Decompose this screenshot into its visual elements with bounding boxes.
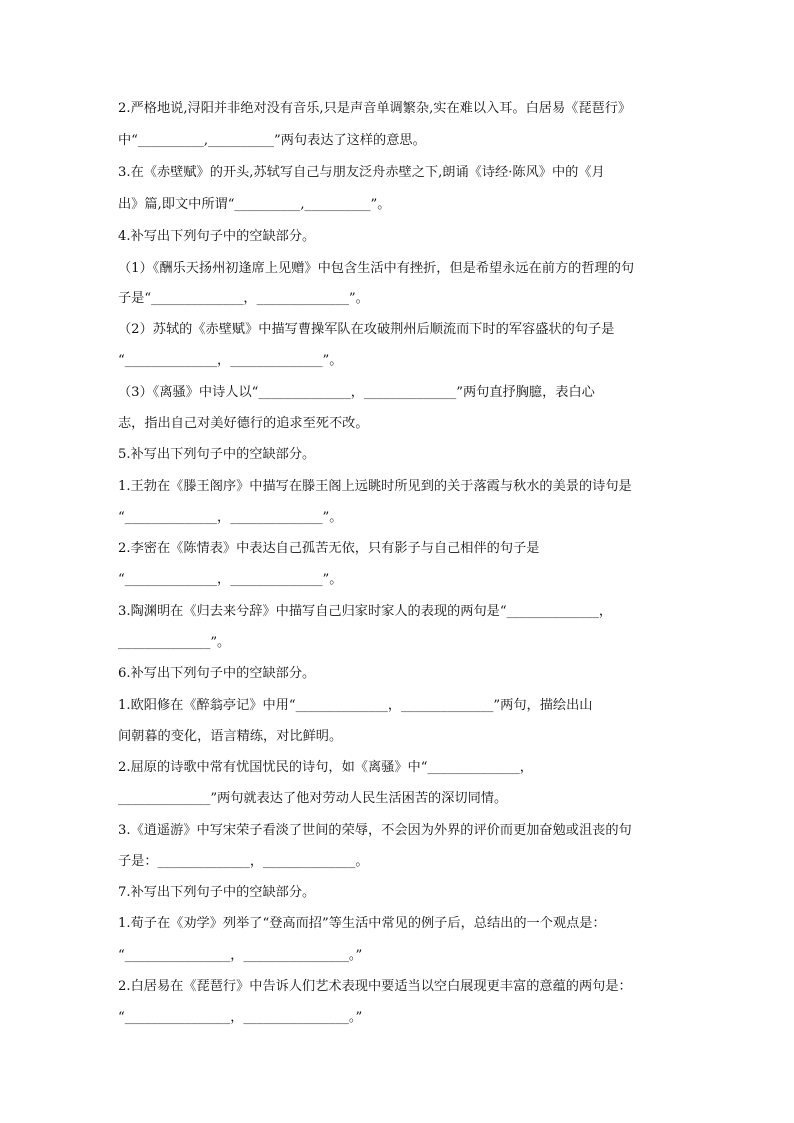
text-line: （3）《离骚》中诗人以“______________，______________”两句直抒胸臆，表白心 xyxy=(118,385,595,400)
text-line: 3.《逍遥游》中写宋荣子看淡了世间的荣辱，不会因为外界的评价而更加奋勉或沮丧的句 xyxy=(118,823,632,838)
text-line: 2.屈原的诗歌中常有忧国忧民的诗句，如《离骚》中“______________， xyxy=(118,760,533,775)
text-line: 1.荀子在《劝学》列举了“登高而招”等生活中常见的例子后，总结出的一个观点是： xyxy=(118,916,606,931)
text-line: “________________，________________。” xyxy=(118,1010,363,1025)
text-line: 1.欧阳修在《醉翁亭记》中用“______________，______________”两句，描绘出山 xyxy=(118,698,593,713)
text-line: 2.白居易在《琵琶行》中告诉人们艺术表现中要适当以空白展现更丰富的意蕴的两句是： xyxy=(118,979,632,994)
text-line: 2.严格地说,浔阳并非绝对没有音乐,只是声音单调繁杂,实在难以入耳。白居易《琵琶行》 xyxy=(118,101,632,116)
text-line: 1.王勃在《滕王阁序》中描写在滕王阁上远眺时所见到的关于落霞与秋水的美景的诗句是 xyxy=(118,479,632,494)
text-line: （1）《酬乐天扬州初逢席上见赠》中包含生活中有挫折，但是希望永远在前方的哲理的句 xyxy=(118,261,635,276)
text-line: 7.补写出下列句子中的空缺部分。 xyxy=(118,885,316,900)
text-line: 子是“______________，______________”。 xyxy=(118,291,369,306)
text-line: “________________，________________。” xyxy=(118,948,363,963)
text-line: 出》篇,即文中所谓“__________,__________”。 xyxy=(118,197,391,212)
text-line: 子是：______________，______________。 xyxy=(118,854,369,869)
text-line: 间朝暮的变化，语言精练，对比鲜明。 xyxy=(118,729,343,744)
text-line: “______________，______________”。 xyxy=(118,572,343,587)
text-line: （2）苏轼的《赤壁赋》中描写曹操军队在攻破荆州后顺流而下时的军容盛状的句子是 xyxy=(118,322,615,337)
text-line: 3.在《赤壁赋》的开头,苏轼写自己与朋友泛舟赤壁之下,朗诵《诗经·陈风》中的《月 xyxy=(118,165,605,180)
text-line: 志，指出自己对美好德行的追求至死不改。 xyxy=(118,416,369,431)
text-line: ______________”。 xyxy=(118,635,231,650)
text-line: “______________，______________”。 xyxy=(118,353,343,368)
text-line: 5.补写出下列句子中的空缺部分。 xyxy=(118,447,316,462)
text-line: 6.补写出下列句子中的空缺部分。 xyxy=(118,666,316,681)
text-line: ______________”两句就表达了他对劳动人民生活困苦的深切同情。 xyxy=(118,791,508,806)
text-line: 2.李密在《陈情表》中表达自己孤苦无依，只有影子与自己相伴的句子是 xyxy=(118,541,540,556)
text-line: 3.陶渊明在《归去来兮辞》中描写自己归家时家人的表现的两句是“______________， xyxy=(118,604,613,619)
text-line: “______________，______________”。 xyxy=(118,510,343,525)
text-line: 4.补写出下列句子中的空缺部分。 xyxy=(118,229,316,244)
text-line: 中“__________,__________”两句表达了这样的意思。 xyxy=(118,133,426,148)
